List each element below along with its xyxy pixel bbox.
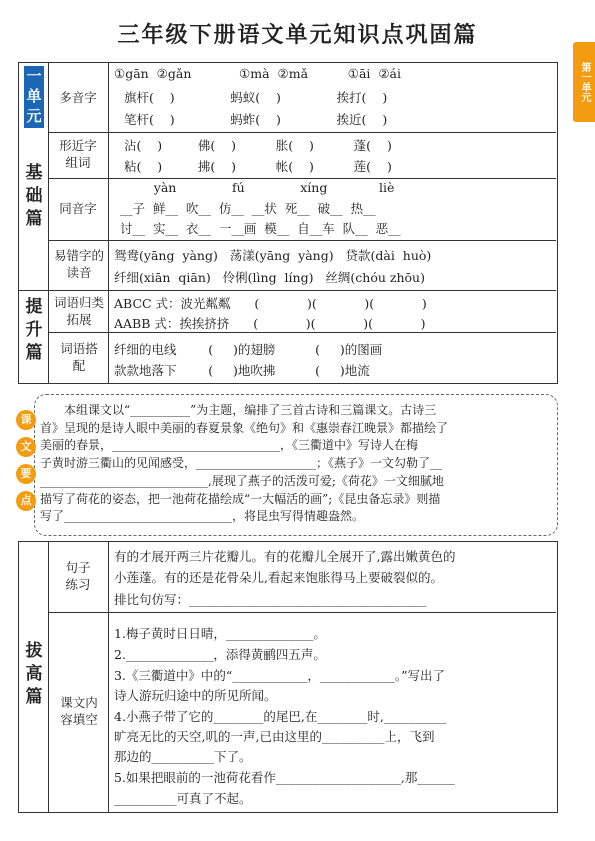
error-prone-line-1[interactable]: 鸳鸯(yāng yàng) 荡漾(yāng yàng) 贷款(dài huò) bbox=[114, 248, 432, 263]
sentence-parallel-input[interactable]: 排比句仿写：______________________________________ bbox=[114, 592, 427, 607]
label-collocation: 词语搭配 bbox=[60, 341, 98, 373]
label-polyphone: 多音字 bbox=[59, 90, 97, 105]
fill-line-1[interactable]: 1.梅子黄时日日晴，______________。 bbox=[114, 626, 326, 641]
fill-line-8[interactable]: 5.如果把眼前的一池荷花看作____________________,那______ bbox=[114, 770, 455, 785]
key-points-markers: 课 文 要 点 bbox=[16, 410, 36, 518]
fill-line-5[interactable]: 4.小燕子带了它的________的尾巴,在________时,__________ bbox=[114, 709, 447, 724]
extension-line-2[interactable]: AABB 式：挨挨挤挤 ( )( )( ) bbox=[114, 316, 426, 331]
key-points-paragraph[interactable]: 本组课文以“__________”为主题，编排了三首古诗和三篇课文。古诗三 首》呈现的是诗人眼中美丽的春夏景象《绝句》和《惠崇春江晚景》都描绘了 美丽的春景，____________________________，《三衢道中》写诗人在梅 子黄时游三衢山的见闻感受，____________________；《燕子》一文勾勒了__ ____________________________,展现了燕子的活泼可爱;《荷花》一文细腻地 描写了荷花的姿态，把一池荷花描绘成“一大幅活的画”;《昆虫备忘录》则描 写了____________________________，将昆虫写得情趣盎然。 bbox=[40, 403, 449, 524]
basics-section-title: 基 础 篇 bbox=[25, 163, 43, 229]
advance-section-title: 提 升 篇 bbox=[25, 297, 43, 363]
improvement-section-title: 拔 高 篇 bbox=[25, 641, 43, 707]
label-error-prone: 易错字的读音 bbox=[54, 248, 105, 280]
polyphone-line-2[interactable]: 旗杆( ) 蚂蚁( ) 挨打( ) bbox=[124, 90, 388, 105]
sentence-line-2: 小莲蓬。有的还是花骨朵儿,看起来饱胀得马上要破裂似的。 bbox=[114, 570, 443, 585]
fill-line-7[interactable]: 那边的__________下了。 bbox=[114, 749, 252, 764]
unit-one-label: 一 单 元 bbox=[24, 66, 44, 128]
fill-line-3[interactable]: 3.《三衢道中》中的“____________，____________。”写出了 bbox=[114, 668, 445, 683]
page-title: 三年级下册语文单元知识点巩固篇 bbox=[117, 23, 478, 48]
extension-line-1[interactable]: ABCC 式：波光粼粼 ( )( )( ) bbox=[114, 296, 427, 311]
homophone-line-1[interactable]: __子 鲜__ 吹__ 仿__ __状 死__ 破__ 热__ bbox=[120, 201, 376, 216]
fill-line-6[interactable]: 旷亮无比的天空,叽的一声,已由这里的__________上，飞到 bbox=[114, 729, 435, 744]
homophone-line-2[interactable]: 讨__ 实__ 衣__ 一__画 模__ 自__车 队__ 恶__ bbox=[120, 221, 401, 236]
fill-line-9[interactable]: __________可真了不起。 bbox=[114, 791, 252, 806]
similar-line-2[interactable]: 粘( ) 拂( ) 帐( ) 莲( ) bbox=[124, 159, 392, 174]
sentence-line-1: 有的才展开两三片花瓣儿。有的花瓣儿全展开了,露出嫩黄色的 bbox=[114, 549, 456, 564]
fill-line-2[interactable]: 2.______________，添得黄鹂四五声。 bbox=[114, 647, 326, 662]
error-prone-line-2[interactable]: 纤细(xiān qiān) 伶俐(lìng líng) 丝绸(chóu zhōu) bbox=[114, 270, 425, 285]
collocation-line-2[interactable]: 款款地落下 ( )地吹拂 ( )地流 bbox=[114, 363, 370, 378]
label-similar-chars: 形近字组词 bbox=[59, 138, 97, 170]
similar-line-1[interactable]: 沾( ) 佛( ) 胀( ) 蓬( ) bbox=[124, 138, 392, 153]
polyphone-line-3[interactable]: 笔杆( ) 蚂蚱( ) 挨近( ) bbox=[124, 112, 388, 127]
unit-tab[interactable]: 第一单元 bbox=[573, 42, 595, 122]
homophone-pinyin: yàn fú xíng liè bbox=[118, 180, 395, 195]
label-sentence-practice: 句子练习 bbox=[65, 560, 91, 592]
polyphone-line-1: ①gān ②gǎn ①mà ②mǎ ①āi ②ái bbox=[114, 66, 402, 81]
fill-line-4: 诗人游玩归途中的所见所闻。 bbox=[114, 688, 277, 703]
label-text-fill: 课文内容填空 bbox=[60, 695, 98, 727]
collocation-line-1[interactable]: 纤细的电线 ( )的翅膀 ( )的图画 bbox=[114, 342, 383, 357]
label-word-extension: 词语归类拓展 bbox=[54, 295, 105, 327]
label-homophone: 同音字 bbox=[59, 201, 97, 216]
